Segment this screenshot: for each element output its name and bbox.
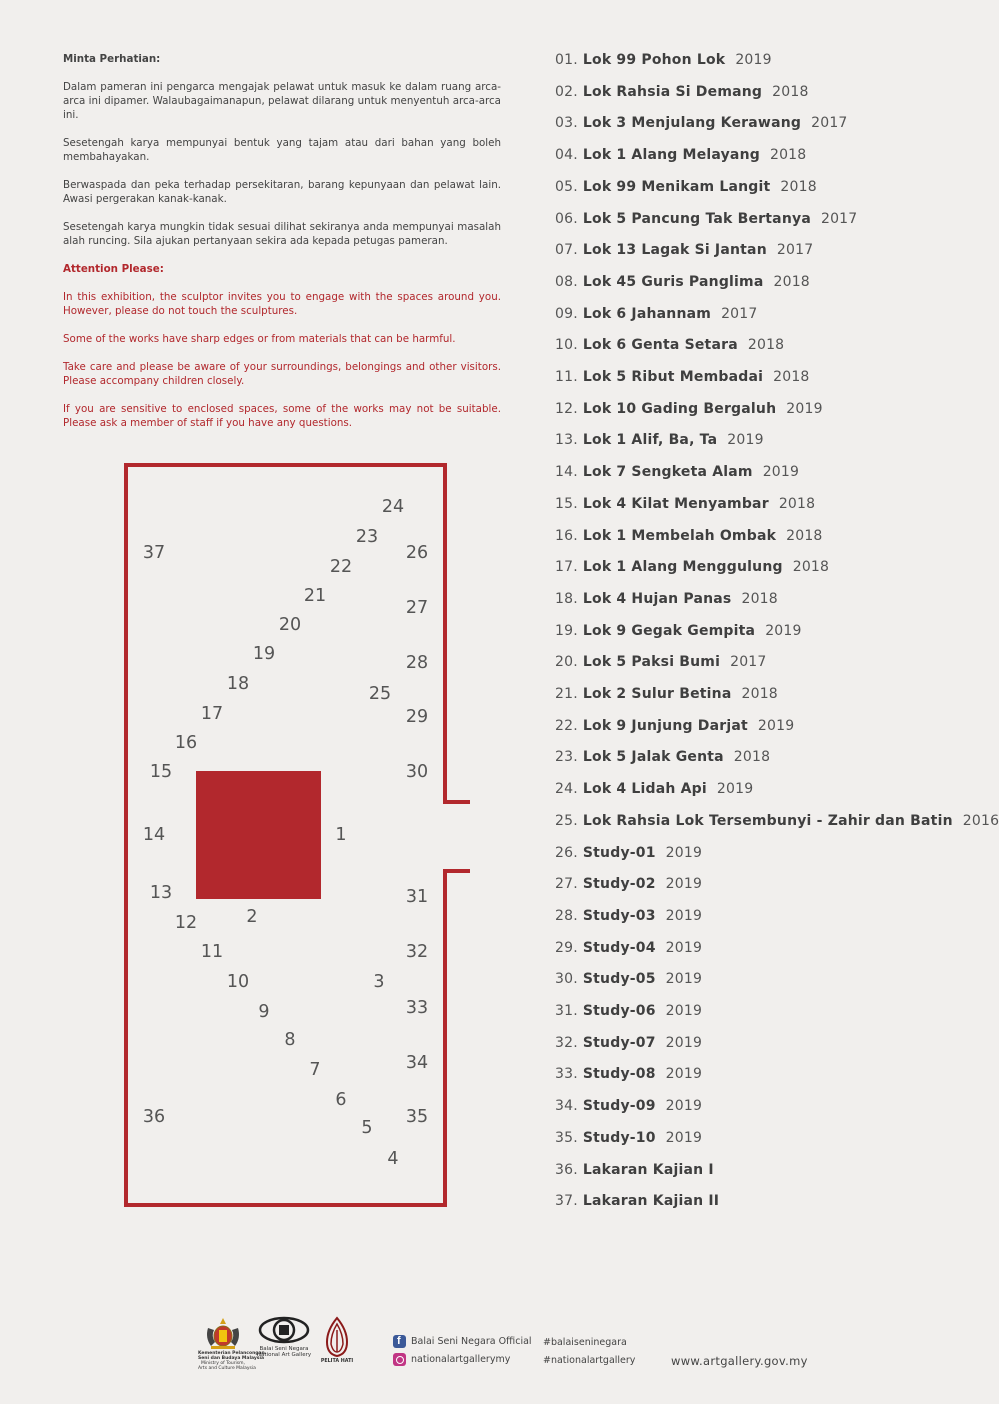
artwork-list-item bbox=[555, 749, 770, 765]
artwork-list-item bbox=[555, 654, 767, 670]
artwork-title: Study-10 bbox=[582, 1129, 656, 1146]
artwork-list-item bbox=[555, 179, 817, 195]
artwork-number: 17. bbox=[555, 559, 578, 576]
artwork-number: 37. bbox=[555, 1193, 578, 1210]
artwork-title: Lok 3 Menjulang Kerawang bbox=[582, 115, 802, 132]
ministry-line: Arts and Culture Malaysia bbox=[198, 1366, 256, 1371]
marker-2: 2 bbox=[246, 907, 258, 927]
floor-plan-wall-top bbox=[126, 465, 470, 1205]
english-paragraph: Some of the works have sharp edges or from materials that can be harmful. bbox=[63, 333, 456, 345]
artwork-list-item bbox=[555, 591, 778, 607]
artwork-title: Lok 2 Sulur Betina bbox=[582, 686, 732, 702]
artwork-number: 04. bbox=[555, 147, 578, 164]
artwork-list-item bbox=[555, 940, 702, 956]
marker-20: 20 bbox=[278, 615, 302, 635]
artwork-year: 2018 bbox=[747, 337, 785, 354]
artwork-number: 27. bbox=[555, 876, 578, 893]
artwork-title: Lakaran Kajian I bbox=[582, 1161, 714, 1178]
artwork-number: 26. bbox=[555, 844, 578, 861]
artwork-title: Study-01 bbox=[582, 844, 656, 861]
artwork-title: Lok 9 Gegak Gempita bbox=[582, 622, 756, 639]
facebook-link[interactable] bbox=[393, 1335, 532, 1348]
artwork-list-item bbox=[555, 1130, 702, 1146]
artwork-number: 05. bbox=[555, 178, 578, 195]
artwork-title: Study-03 bbox=[582, 907, 656, 924]
marker-26: 26 bbox=[405, 543, 429, 563]
instagram-icon bbox=[393, 1353, 406, 1366]
facebook-handle: Balai Seni Negara Official bbox=[411, 1336, 532, 1347]
artwork-year: 2019 bbox=[665, 1129, 703, 1146]
visitor-notice bbox=[63, 52, 501, 444]
artwork-year: 2018 bbox=[792, 559, 830, 576]
artwork-number: 24. bbox=[555, 781, 578, 798]
artwork-year: 2019 bbox=[665, 876, 703, 893]
artwork-year: 2019 bbox=[757, 717, 795, 734]
artwork-title: Lok 1 Alang Menggulung bbox=[582, 559, 783, 576]
marker-12: 12 bbox=[174, 913, 198, 933]
english-paragraph: Take care and please be aware of your surroundings, belongings and other visitors. Please accompany children closely. bbox=[63, 361, 501, 387]
marker-36: 36 bbox=[142, 1107, 166, 1127]
marker-28: 28 bbox=[405, 653, 429, 673]
artwork-year: 2019 bbox=[665, 939, 703, 956]
marker-29: 29 bbox=[405, 707, 429, 727]
artwork-title: Lok 13 Lagak Si Jantan bbox=[582, 242, 767, 259]
artwork-year: 2019 bbox=[665, 971, 703, 988]
artwork-year: 2019 bbox=[665, 1034, 703, 1051]
pelita-hati-logo-icon bbox=[321, 1316, 353, 1358]
footer bbox=[0, 1310, 993, 1380]
marker-30: 30 bbox=[405, 762, 429, 782]
artwork-number: 13. bbox=[555, 432, 578, 449]
artwork-title: Lok 7 Sengketa Alam bbox=[582, 464, 753, 481]
marker-16: 16 bbox=[174, 733, 198, 753]
artwork-number: 07. bbox=[555, 242, 578, 259]
artwork-number: 22. bbox=[555, 717, 578, 734]
pelita-hati-label: PELITA HATI bbox=[320, 1359, 354, 1364]
artwork-title: Lakaran Kajian II bbox=[582, 1193, 720, 1210]
artwork-number: 08. bbox=[555, 273, 578, 290]
artwork-year: 2018 bbox=[773, 273, 810, 290]
artwork-number: 14. bbox=[555, 464, 578, 481]
artwork-number: 31. bbox=[555, 1003, 578, 1019]
artwork-title: Study-04 bbox=[582, 939, 656, 956]
artwork-title: Lok 4 Hujan Panas bbox=[582, 590, 732, 607]
artwork-year: 2018 bbox=[778, 495, 816, 512]
artwork-number: 35. bbox=[555, 1129, 578, 1146]
artwork-list-item bbox=[555, 337, 784, 353]
marker-37: 37 bbox=[142, 543, 166, 563]
artwork-year: 2017 bbox=[776, 242, 814, 259]
marker-13: 13 bbox=[149, 883, 173, 903]
artwork-list-item bbox=[555, 1193, 719, 1209]
artwork-year: 2019 bbox=[735, 52, 772, 68]
gallery-line: Balai Seni Negara bbox=[259, 1346, 309, 1352]
artwork-number: 23. bbox=[555, 749, 578, 766]
artwork-title: Study-02 bbox=[582, 876, 656, 893]
artwork-title: Lok 1 Alif, Ba, Ta bbox=[582, 432, 718, 449]
artwork-title: Lok 6 Jahannam bbox=[582, 305, 712, 322]
gallery-label bbox=[256, 1346, 312, 1358]
artwork-list-item bbox=[555, 971, 702, 987]
artwork-number: 33. bbox=[555, 1066, 578, 1083]
malay-paragraph: Sesetengah karya mempunyai bentuk yang tajam atau dari bahan yang boleh membahayakan. bbox=[63, 137, 501, 163]
artwork-list-item bbox=[555, 496, 815, 512]
marker-11: 11 bbox=[200, 942, 224, 962]
artwork-number: 11. bbox=[555, 369, 578, 385]
artwork-list-item bbox=[555, 432, 764, 448]
artwork-list-item bbox=[555, 1035, 702, 1051]
artwork-year: 2019 bbox=[727, 432, 764, 449]
artwork-list-item bbox=[555, 876, 702, 892]
artwork-number: 28. bbox=[555, 907, 578, 924]
artwork-title: Study-06 bbox=[582, 1003, 656, 1019]
marker-25: 25 bbox=[368, 684, 392, 704]
artwork-year: 2017 bbox=[721, 305, 758, 322]
marker-33: 33 bbox=[405, 998, 429, 1018]
artwork-list-item bbox=[555, 115, 848, 131]
gallery-line: National Art Gallery bbox=[256, 1352, 312, 1358]
malay-paragraph: Sesetengah karya mungkin tidak sesuai dilihat sekiranya anda mempunyai masalah alah runcing. Sila ajukan pertanyaan sekira ada kepada petugas pameran. bbox=[63, 221, 501, 247]
marker-32: 32 bbox=[405, 942, 429, 962]
artwork-list-item bbox=[555, 306, 758, 322]
malay-paragraph: Dalam pameran ini pengarca mengajak pelawat untuk masuk ke dalam ruang arca-arca ini dipamer. Walaubagaimanapun, pelawat dilarang untuk menyentuh arca-arca ini. bbox=[63, 81, 501, 121]
artwork-number: 25. bbox=[555, 812, 578, 829]
artwork-year: 2017 bbox=[820, 210, 858, 227]
instagram-handle: nationalartgallerymy bbox=[411, 1354, 511, 1365]
artwork-title: Study-07 bbox=[582, 1034, 656, 1051]
artwork-year: 2018 bbox=[786, 527, 823, 544]
artwork-number: 12. bbox=[555, 400, 578, 417]
artwork-title: Lok 4 Kilat Menyambar bbox=[582, 495, 769, 512]
website-link[interactable]: www.artgallery.gov.my bbox=[671, 1354, 808, 1368]
artwork-list-item bbox=[555, 1066, 702, 1082]
artwork-year: 2018 bbox=[741, 686, 778, 702]
artwork-year: 2018 bbox=[769, 147, 807, 164]
artwork-list-item bbox=[555, 908, 702, 924]
artwork-title: Study-05 bbox=[582, 971, 656, 988]
artwork-year: 2016 bbox=[962, 812, 999, 829]
artwork-number: 21. bbox=[555, 686, 578, 702]
artwork-number: 16. bbox=[555, 527, 578, 544]
artwork-title: Lok 5 Pancung Tak Bertanya bbox=[582, 210, 811, 227]
central-plinth bbox=[196, 771, 321, 899]
artwork-year: 2019 bbox=[716, 781, 754, 798]
artwork-year: 2018 bbox=[733, 749, 771, 766]
marker-5: 5 bbox=[361, 1118, 373, 1138]
marker-31: 31 bbox=[405, 887, 429, 907]
artwork-number: 06. bbox=[555, 210, 578, 227]
artwork-title: Lok 99 Menikam Langit bbox=[582, 178, 771, 195]
artwork-list-item bbox=[555, 401, 823, 417]
artwork-title: Lok Rahsia Si Demang bbox=[582, 83, 763, 100]
artwork-list-item bbox=[555, 686, 778, 702]
artwork-number: 03. bbox=[555, 115, 578, 132]
marker-22: 22 bbox=[329, 557, 353, 577]
artwork-number: 10. bbox=[555, 337, 578, 354]
artwork-title: Lok 45 Guris Panglima bbox=[582, 273, 764, 290]
artwork-number: 34. bbox=[555, 1098, 578, 1115]
artwork-year: 2017 bbox=[730, 654, 767, 671]
artwork-number: 15. bbox=[555, 495, 578, 512]
artwork-list-item bbox=[555, 52, 772, 68]
artwork-year: 2017 bbox=[811, 115, 848, 132]
ministry-line: Kementerian Pelancongan, bbox=[198, 1351, 267, 1356]
artwork-year: 2019 bbox=[665, 907, 703, 924]
artwork-year: 2018 bbox=[780, 178, 817, 195]
artwork-number: 30. bbox=[555, 971, 578, 988]
artwork-list-item bbox=[555, 845, 702, 861]
artwork-title: Lok 9 Junjung Darjat bbox=[582, 717, 748, 734]
marker-34: 34 bbox=[405, 1053, 429, 1073]
artwork-list-item bbox=[555, 211, 857, 227]
artwork-list-item bbox=[555, 1162, 714, 1178]
artwork-list-item bbox=[555, 559, 829, 575]
artwork-title: Lok 5 Jalak Genta bbox=[582, 749, 724, 766]
artwork-list-item bbox=[555, 813, 999, 829]
malay-heading: Minta Perhatian: bbox=[63, 53, 161, 65]
artwork-title: Lok 4 Lidah Api bbox=[582, 781, 707, 798]
artwork-list-item bbox=[555, 528, 823, 544]
malay-paragraph: Berwaspada dan peka terhadap persekitaran, barang kepunyaan dan pelawat lain. Awasi pergerakan kanak-kanak. bbox=[63, 179, 501, 205]
english-paragraph: If you are sensitive to enclosed spaces, some of the works may not be suitable. Please ask a member of staff if you have any questions. bbox=[63, 403, 501, 429]
marker-4: 4 bbox=[387, 1149, 399, 1169]
artwork-title: Lok 10 Gading Bergaluh bbox=[582, 400, 777, 417]
hashtag-nationalartgallery[interactable]: #nationalartgallery bbox=[543, 1355, 636, 1366]
artwork-list-item bbox=[555, 84, 809, 100]
artwork-title: Study-09 bbox=[582, 1098, 656, 1115]
marker-24: 24 bbox=[381, 497, 405, 517]
marker-15: 15 bbox=[149, 762, 173, 782]
artwork-title: Lok 1 Membelah Ombak bbox=[582, 527, 777, 544]
artwork-year: 2019 bbox=[762, 464, 800, 481]
artwork-year: 2018 bbox=[741, 590, 778, 607]
artwork-list-item bbox=[555, 718, 794, 734]
artwork-list-item bbox=[555, 1003, 702, 1019]
artwork-year: 2019 bbox=[786, 400, 823, 417]
artwork-year: 2019 bbox=[665, 844, 703, 861]
artwork-list-item bbox=[555, 274, 810, 290]
marker-9: 9 bbox=[258, 1002, 270, 1022]
artwork-title: Study-08 bbox=[582, 1066, 656, 1083]
marker-17: 17 bbox=[200, 704, 224, 724]
marker-8: 8 bbox=[284, 1030, 296, 1050]
marker-6: 6 bbox=[335, 1090, 347, 1110]
artwork-year: 2018 bbox=[773, 369, 810, 385]
marker-1: 1 bbox=[335, 825, 347, 845]
artwork-list-item bbox=[555, 1098, 702, 1114]
artwork-number: 19. bbox=[555, 622, 578, 639]
facebook-icon: f bbox=[393, 1335, 406, 1348]
marker-23: 23 bbox=[355, 527, 379, 547]
artwork-number: 02. bbox=[555, 83, 578, 100]
artwork-title: Lok 1 Alang Melayang bbox=[582, 147, 760, 164]
artwork-year: 2019 bbox=[665, 1066, 703, 1083]
artwork-title: Lok 5 Ribut Membadai bbox=[582, 369, 764, 385]
artwork-title: Lok 5 Paksi Bumi bbox=[582, 654, 721, 671]
national-art-gallery-logo-icon bbox=[258, 1316, 310, 1344]
artwork-list-item bbox=[555, 781, 753, 797]
marker-18: 18 bbox=[226, 674, 250, 694]
artwork-year: 2019 bbox=[665, 1098, 703, 1115]
marker-10: 10 bbox=[226, 972, 250, 992]
artwork-number: 32. bbox=[555, 1034, 578, 1051]
marker-35: 35 bbox=[405, 1107, 429, 1127]
artwork-list-item bbox=[555, 242, 813, 258]
artwork-year: 2018 bbox=[772, 83, 809, 100]
english-heading: Attention Please: bbox=[63, 263, 164, 275]
ministry-line: Seni dan Budaya Malaysia bbox=[198, 1356, 265, 1361]
marker-14: 14 bbox=[142, 825, 166, 845]
ministry-label bbox=[198, 1351, 267, 1371]
instagram-link[interactable] bbox=[393, 1353, 510, 1366]
artwork-number: 09. bbox=[555, 305, 578, 322]
artwork-list-item bbox=[555, 464, 799, 480]
hashtag-balaiseninegara[interactable]: #balaiseninegara bbox=[543, 1337, 627, 1348]
marker-27: 27 bbox=[405, 598, 429, 618]
english-paragraph: In this exhibition, the sculptor invites you to engage with the spaces around you. However, please do not touch the sculptures. bbox=[63, 291, 501, 317]
marker-7: 7 bbox=[309, 1060, 321, 1080]
marker-3: 3 bbox=[373, 972, 385, 992]
artwork-list-item bbox=[555, 623, 802, 639]
artwork-title: Lok 6 Genta Setara bbox=[582, 337, 738, 354]
artwork-number: 01. bbox=[555, 52, 578, 68]
artwork-number: 18. bbox=[555, 590, 578, 607]
artwork-title: Lok Rahsia Lok Tersembunyi - Zahir dan Batin bbox=[582, 812, 953, 829]
artwork-number: 36. bbox=[555, 1161, 578, 1178]
ministry-crest-icon bbox=[203, 1316, 243, 1350]
artwork-number: 20. bbox=[555, 654, 578, 671]
ministry-line: Ministry of Tourism, bbox=[201, 1361, 245, 1366]
artwork-year: 2019 bbox=[765, 622, 802, 639]
artwork-list-item bbox=[555, 369, 810, 385]
marker-19: 19 bbox=[252, 644, 276, 664]
artwork-title: Lok 99 Pohon Lok bbox=[582, 52, 726, 68]
artwork-number: 29. bbox=[555, 939, 578, 956]
artwork-year: 2019 bbox=[665, 1003, 703, 1019]
artwork-list-item bbox=[555, 147, 806, 163]
marker-21: 21 bbox=[303, 586, 327, 606]
